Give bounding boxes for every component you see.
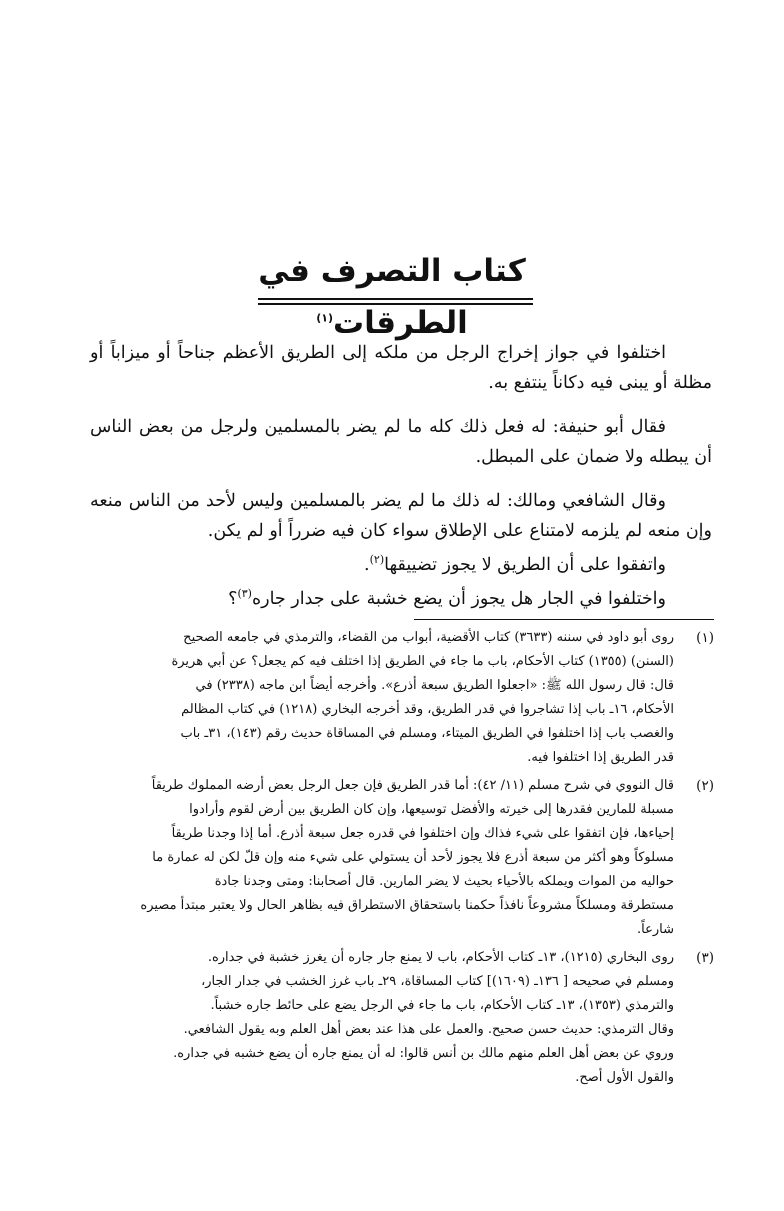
paragraph-5-text: واختلفوا في الجار هل يجوز أن يضع خشبة على جدار جاره [251, 589, 666, 609]
paragraph-2: فقال أبو حنيفة: له فعل ذلك كله ما لم يضر بالمسلمين ولرجل من بعض الناس أن يبطله ولا ضمان على المبطل. [90, 417, 712, 467]
footnote-number: (١) [696, 630, 714, 646]
footnote-ref-3: (٣) [237, 587, 252, 601]
footnote-number: (٢) [696, 778, 714, 794]
footnote-line: وروي عن بعض أهل العلم منهم مالك بن أنس قالوا: له أن يمنع جاره أن يضع خشبه في جداره. [173, 1046, 674, 1061]
footnotes [64, 626, 714, 1094]
footnote-line: مستطرقة ومسلكاً مشروعاً نافذاً حكمنا باستحقاق الاستطراق فيه بظاهر الحال ولا يعتبر مبتدأ مصيره [140, 898, 674, 913]
main-text [90, 338, 712, 614]
paragraph-4-text: واتفقوا على أن الطريق لا يجوز تضييقها [384, 555, 666, 575]
paragraph-5-end: ؟ [228, 589, 238, 609]
paragraph-3: وقال الشافعي ومالك: له ذلك ما لم يضر بالمسلمين وليس لأحد من الناس منعه وإن منعه لم يلزمه لامتناع على الإطلاق سواء كان فيه ضرراً أو لم يكن. [90, 491, 712, 541]
footnote-line: والترمذي (١٣٥٣)، ١٣ـ كتاب الأحكام، باب ما جاء في الرجل يضع على حائط جاره خشباً. [210, 998, 674, 1013]
footnote-line: الأحكام، ١٦ـ باب إذا تشاجروا في قدر الطريق، وقد أخرجه البخاري (١٢١٨) في كتاب المظالم [181, 702, 674, 717]
chapter-title-footnote-ref: (١) [316, 311, 333, 325]
title-underline-double [258, 303, 533, 305]
paragraph-5 [90, 584, 712, 614]
paragraph-4 [90, 550, 712, 580]
title-underline [258, 298, 533, 300]
footnote-line: وقال الترمذي: حديث حسن صحيح. والعمل على هذا عند بعض أهل العلم وبه يقول الشافعي. [183, 1022, 674, 1037]
footnote-line: إحياءها، فإن اتفقوا على شيء فذاك وإن اختلفوا في قدره جعل سبعة أذرع. أما إذا وجدنا طريقاً [171, 826, 674, 841]
footnote-line: قدر الطريق إذا اختلفوا فيه. [527, 750, 674, 765]
footnote-line: حواليه من الموات ويملكه بالأحياء بحيث لا يضر المارين. قال أصحابنا: ومتى وجدنا جادة [214, 874, 674, 889]
footnote-line: مسلوكاً وهو أكثر من سبعة أذرع فلا يجوز لأحد أن يستولي على شيء منه وإن قلّ لكن له عمارة ما [152, 850, 674, 865]
footnote-3 [64, 946, 714, 1090]
footnote-number: (٣) [696, 950, 714, 966]
footnote-line: مسبلة للمارين فقدرها إلى خيرته والأفضل توسيعها، وإن كان الطريق بين أرض لقوم وأرادوا [189, 802, 674, 817]
footnote-line: ومسلم في صحيحه [ ١٣٦ـ (١٦٠٩)] كتاب المساقاة، ٢٩ـ باب غرز الخشب في جدار الجار، [201, 974, 674, 989]
chapter-title-text: كتاب التصرف في الطرقات [258, 253, 526, 341]
footnote-line: روى أبو داود في سننه (٣٦٣٣) كتاب الأقضية، أبواب من القضاء، والترمذي في جامعه الصحيح [183, 630, 674, 645]
footnote-line: والغصب باب إذا اختلفوا في الطريق الميتاء، ومسلم في المساقاة حديث رقم (١٤٣)، ٣١ـ باب [180, 726, 674, 741]
chapter-title [250, 245, 534, 349]
footnote-line: (السنن) (١٣٥٥) كتاب الأحكام، باب ما جاء في الطريق إذا اختلف فيه كم يجعل؟ عن أبي هريرة [171, 654, 674, 669]
footnote-line: والقول الأول أصح. [575, 1070, 674, 1085]
footnote-ref-2: (٢) [369, 553, 385, 567]
footnote-separator [414, 619, 714, 620]
footnote-line: قال: قال رسول الله ﷺ: «اجعلوا الطريق سبعة أذرع». وأخرجه أيضاً ابن ماجه (٢٣٣٨) في [195, 678, 674, 693]
footnote-line: قال النووي في شرح مسلم (١١/ ٤٢): أما قدر الطريق فإن جعل الرجل بعض أرضه المملوك طريقاً [151, 778, 674, 793]
paragraph-4-end: . [364, 555, 370, 575]
paragraph-1: اختلفوا في جواز إخراج الرجل من ملكه إلى الطريق الأعظم جناحاً أو ميزاباً أو مظلة أو يبنى فيه دكاناً ينتفع به. [90, 343, 712, 393]
footnote-line: روى البخاري (١٢١٥)، ١٣ـ كتاب الأحكام، باب لا يمنع جار جاره أن يغرز خشبة في جداره. [207, 950, 674, 965]
footnote-2 [64, 774, 714, 942]
footnote-1 [64, 626, 714, 770]
footnote-line: شارعاً. [637, 922, 674, 937]
